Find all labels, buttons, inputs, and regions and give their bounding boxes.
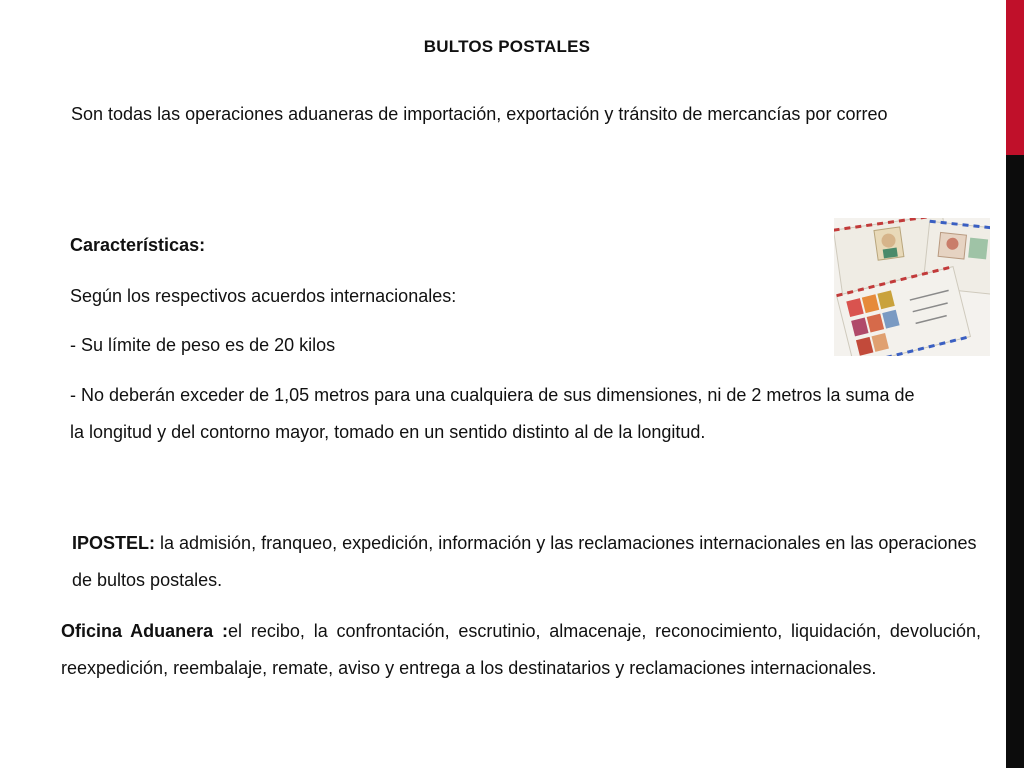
weight-limit-line: - Su límite de peso es de 20 kilos — [70, 335, 336, 355]
ipostel-text: la admisión, franqueo, expedición, información y las reclamaciones internacionales en las operaciones de bultos postales. — [72, 533, 977, 590]
edge-accent-red — [1006, 0, 1024, 155]
postal-envelopes-image — [834, 218, 990, 356]
customs-office-label: Oficina Aduanera : — [61, 621, 229, 641]
edge-accent-black — [1006, 155, 1024, 768]
intro-paragraph: Son todas las operaciones aduaneras de importación, exportación y tránsito de mercancías por correo — [71, 104, 888, 124]
customs-office-paragraph — [61, 613, 981, 687]
agreements-line: Según los respectivos acuerdos internacionales: — [70, 286, 457, 306]
ipostel-paragraph — [72, 525, 992, 599]
ipostel-label: IPOSTEL: — [72, 533, 156, 553]
slide-title: BULTOS POSTALES — [423, 37, 591, 56]
characteristics-heading: Características: — [70, 235, 206, 255]
customs-office-text: el recibo, la confrontación, escrutinio, almacenaje, reconocimiento, liquidación, devolución, reexpedición, reembalaje, remate, aviso y entrega a los destinatarios y reclamaciones internacionales. — [61, 621, 981, 678]
dimensions-paragraph: - No deberán exceder de 1,05 metros para una cualquiera de sus dimensiones, ni de 2 metros la suma de la longitud y del contorno mayor, tomado en un sentido distinto al de la longitud. — [70, 385, 915, 442]
